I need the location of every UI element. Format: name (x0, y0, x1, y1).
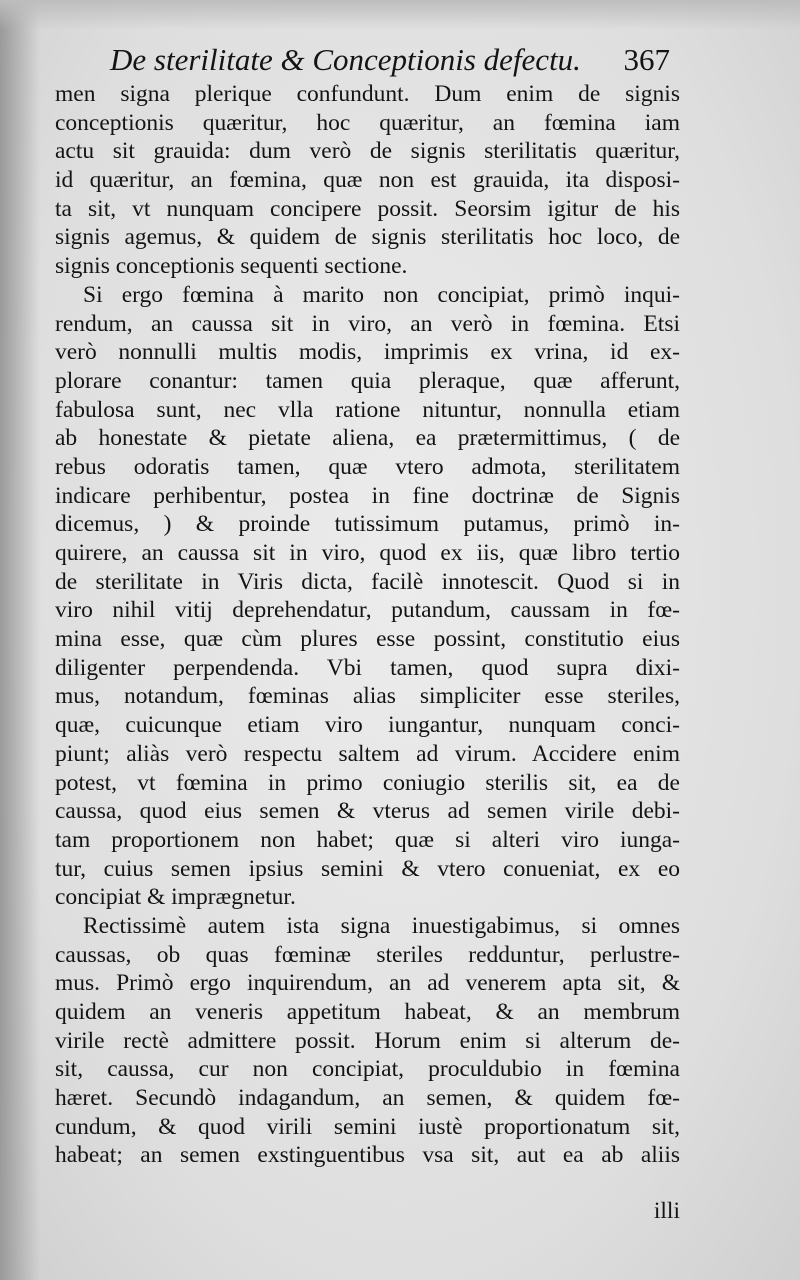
text-line: ta sit, vt nunquam concipere possit. Seorsim igitur de his (55, 195, 680, 222)
text-line: Rectissimè autem ista signa inuestigabimus, si omnes (83, 912, 680, 939)
text-line: rendum, an caussa sit in viro, an verò in fœmina. Etsi (55, 310, 680, 337)
text-line: potest, vt fœmina in primo coniugio sterilis sit, ea de (55, 769, 680, 796)
text-line: sit, caussa, cur non concipiat, proculdubio in fœmina (55, 1056, 680, 1083)
text-line: viro nihil vitij deprehendatur, putandum, caussam in fœ- (55, 597, 680, 624)
text-line: de sterilitate in Viris dicta, facilè innotescit. Quod si in (55, 568, 680, 595)
text-line: signis agemus, & quidem de signis sterilitatis hoc loco, de (55, 224, 680, 251)
text-line: signis conceptionis sequenti sectione. (55, 253, 408, 280)
top-edge-shadow (0, 0, 800, 30)
text-line: mina esse, quæ cùm plures esse possint, constitutio eius (55, 626, 680, 653)
text-line: quæ, cuicunque etiam viro iungantur, nunquam conci- (55, 712, 680, 739)
text-line: habeat; an semen exstinguentibus vsa sit, aut ea ab aliis (55, 1142, 680, 1169)
catchword: illi (653, 1198, 680, 1224)
running-header (110, 42, 670, 82)
text-line: indicare perhibentur, postea in fine doctrinæ de Signis (55, 482, 680, 509)
gutter-shadow (0, 0, 40, 1280)
text-line: fabulosa sunt, nec vlla ratione nituntur, nonnulla etiam (55, 396, 680, 423)
text-line: Si ergo fœmina à marito non concipiat, primò inqui- (83, 281, 680, 308)
text-line: cundum, & quod virili semini iustè proportionatum sit, (55, 1113, 680, 1140)
text-line: rebus odoratis tamen, quæ vtero admota, sterilitatem (55, 453, 680, 480)
text-line: quirere, an caussa sit in viro, quod ex iis, quæ libro tertio (55, 540, 680, 566)
text-line: tur, cuius semen ipsius semini & vtero conueniat, ex eo (55, 855, 680, 882)
page-number: 367 (623, 42, 670, 77)
body-text (55, 80, 680, 1170)
text-line: conceptionis quæritur, hoc quæritur, an fœmina iam (55, 109, 680, 136)
running-title: De sterilitate & Conceptionis defectu. (110, 42, 581, 77)
text-line: men signa plerique confundunt. Dum enim de signis (55, 81, 680, 107)
text-line: mus, notandum, fœminas alias simpliciter esse steriles, (55, 683, 680, 710)
text-line: plorare conantur: tamen quia pleraque, quæ afferunt, (55, 367, 680, 394)
text-line: virile rectè admittere possit. Horum enim si alterum de- (55, 1027, 680, 1054)
text-line: dicemus, ) & proinde tutissimum putamus, primò in- (55, 511, 680, 538)
text-line: quidem an veneris appetitum habeat, & an membrum (55, 999, 680, 1025)
text-line: id quæritur, an fœmina, quæ non est grauida, ita disposi- (55, 167, 680, 194)
text-line: actu sit grauida: dum verò de signis sterilitatis quæritur, (55, 138, 680, 165)
text-line: diligenter perpendenda. Vbi tamen, quod supra dixi- (55, 654, 680, 681)
text-line: tam proportionem non habet; quæ si alteri viro iunga- (55, 826, 680, 853)
text-line: mus. Primò ergo inquirendum, an ad venerem apta sit, & (55, 970, 680, 997)
text-line: ab honestate & pietate aliena, ea prætermittimus, ( de (55, 425, 680, 452)
text-line: hæret. Secundò indagandum, an semen, & quidem fœ- (55, 1085, 680, 1112)
text-line: caussas, ob quas fœminæ steriles redduntur, perlustre- (55, 941, 680, 968)
text-line: concipiat & imprægnetur. (55, 884, 296, 911)
text-line: caussa, quod eius semen & vterus ad semen virile debi- (55, 798, 680, 825)
text-line: verò nonnulli multis modis, imprimis ex vrina, id ex- (55, 339, 680, 366)
text-line: piunt; aliàs verò respectu saltem ad virum. Accidere enim (55, 740, 680, 767)
